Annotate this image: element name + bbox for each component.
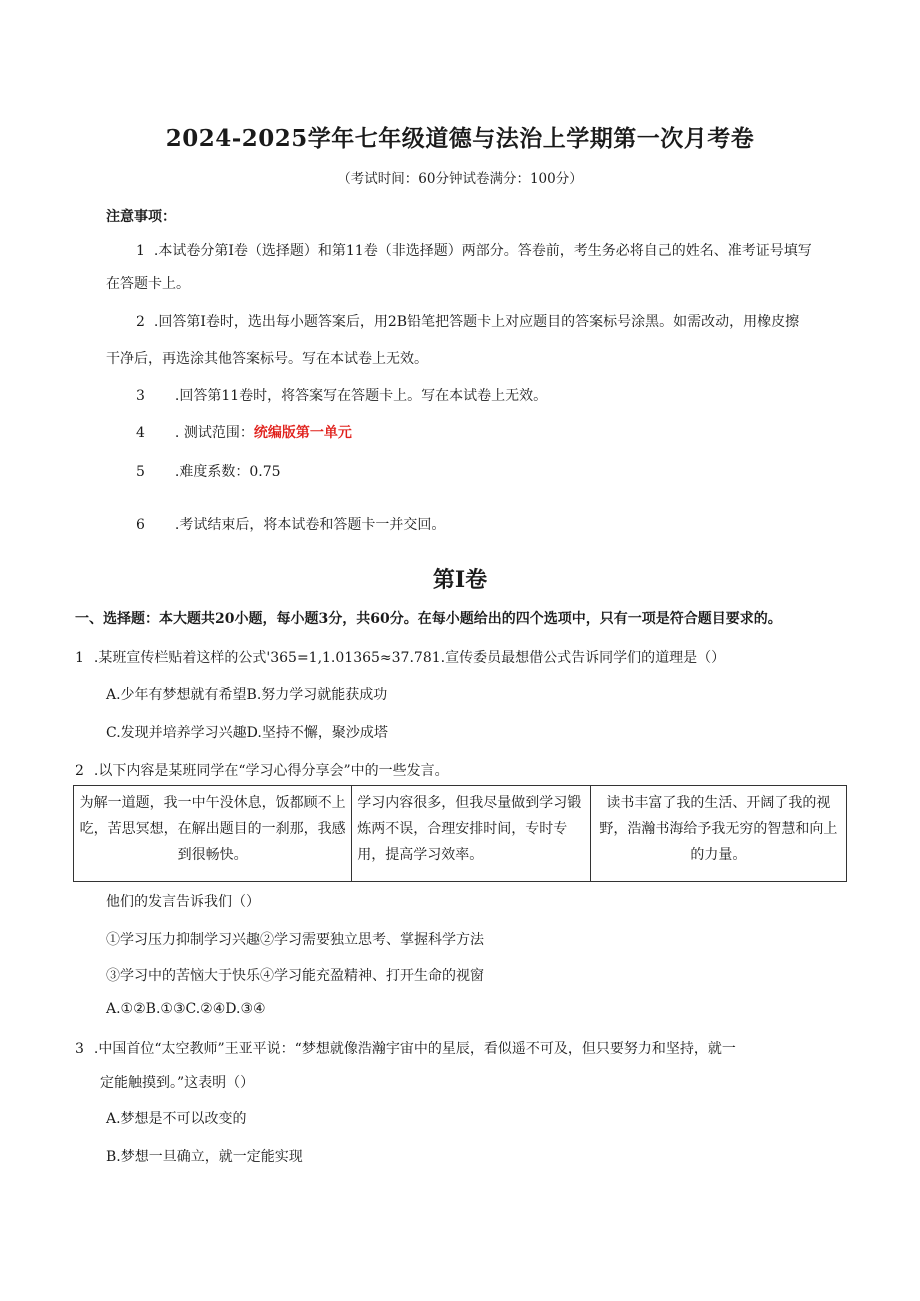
quotes-table <box>73 785 847 882</box>
question-1-options-ab: A.少年有梦想就有希望B.努力学习就能获成功 <box>106 687 388 703</box>
notice-item-number: 6 <box>136 517 145 533</box>
notice-item-4 <box>136 422 352 442</box>
notice-item-number: 2 <box>136 314 145 330</box>
notice-item-3 <box>136 385 547 405</box>
question-1-stem <box>75 647 725 667</box>
notice-item-number: 4 <box>136 425 145 441</box>
notice-item-2-cont: 干净后，再选涂其他答案标号。写在本试卷上无效。 <box>106 351 428 367</box>
question-3-stem <box>75 1038 736 1058</box>
notice-item-number: 3 <box>136 388 145 404</box>
notice-item-number: 1 <box>136 243 145 259</box>
notice-heading: 注意事项： <box>106 209 176 225</box>
question-2-prompt: 他们的发言告诉我们（） <box>106 894 260 910</box>
exam-title: 2024-2025学年七年级道德与法治上学期第一次月考卷 <box>165 125 755 152</box>
question-number: 1 <box>75 650 84 666</box>
exam-subtitle: （考试时间：60分钟试卷满分：100分） <box>337 171 583 187</box>
question-1-options-cd: C.发现并培养学习兴趣D.坚持不懈，聚沙成塔 <box>106 725 388 741</box>
quote-cell: 为解一道题，我一中午没休息，饭都顾不上吃，苦思冥想，在解出题目的一刹那，我感到很畅快。 <box>74 786 352 882</box>
question-2-stem <box>75 760 449 780</box>
question-text: .中国首位“太空教师”王亚平说：“梦想就像浩瀚宇宙中的星辰，看似遥不可及，但只要努力和坚持，就一 <box>93 1041 736 1057</box>
question-3-option-a: A.梦想是不可以改变的 <box>106 1111 247 1127</box>
question-number: 3 <box>75 1041 84 1057</box>
question-3-option-b: B.梦想一旦确立，就一定能实现 <box>106 1149 303 1165</box>
test-scope-highlight: 统编版第一单元 <box>253 425 352 441</box>
question-2-statements-34: ③学习中的苦恼大于快乐④学习能充盈精神、打开生命的视窗 <box>106 968 484 984</box>
notice-item-text: .回答第11卷时，将答案写在答题卡上。写在本试卷上无效。 <box>174 388 548 404</box>
notice-item-5 <box>136 461 281 481</box>
part-heading: 一、选择题：本大题共20小题，每小题3分，共60分。在每小题给出的四个选项中，只有一项是符合题目要求的。 <box>75 611 782 627</box>
question-number: 2 <box>75 763 84 779</box>
quote-cell: 学习内容很多，但我尽量做到学习锻炼两不误，合理安排时间，专时专用，提高学习效率。 <box>352 786 590 882</box>
notice-item-text: .考试结束后，将本试卷和答题卡一并交回。 <box>174 517 446 533</box>
notice-item-1-cont: 在答题卡上。 <box>106 276 190 292</box>
notice-item-text: . 测试范围： <box>174 425 254 441</box>
quote-cell: 读书丰富了我的生活、开阔了我的视野，浩瀚书海给予我无穷的智慧和向上的力量。 <box>590 786 846 882</box>
question-text: .某班宣传栏贴着这样的公式'365=1,1.01365≈37.781.宣传委员最想借公式告诉同学们的道理是（） <box>93 650 726 666</box>
notice-item-1 <box>136 240 812 260</box>
question-2-options: A.①②B.①③C.②④D.③④ <box>106 1001 266 1017</box>
question-2-statements-12: ①学习压力抑制学习兴趣②学习需要独立思考、掌握科学方法 <box>106 932 484 948</box>
section-title: 第I卷 <box>432 567 488 593</box>
question-3-stem-cont: 定能触摸到。”这表明（） <box>100 1075 255 1091</box>
notice-item-2 <box>136 311 799 331</box>
notice-item-6 <box>136 514 445 534</box>
notice-item-text: .本试卷分第I卷（选择题）和第11卷（非选择题）两部分。答卷前，考生务必将自己的姓名、准考证号填写 <box>153 243 812 259</box>
table-row <box>74 786 847 882</box>
notice-item-number: 5 <box>136 464 145 480</box>
question-text: .以下内容是某班同学在“学习心得分享会”中的一些发言。 <box>93 763 449 779</box>
notice-item-text: .回答第I卷时，选出每小题答案后，用2B铅笔把答题卡上对应题目的答案标号涂黑。如需改动，用橡皮擦 <box>153 314 800 330</box>
notice-item-text: .难度系数：0.75 <box>174 464 281 480</box>
